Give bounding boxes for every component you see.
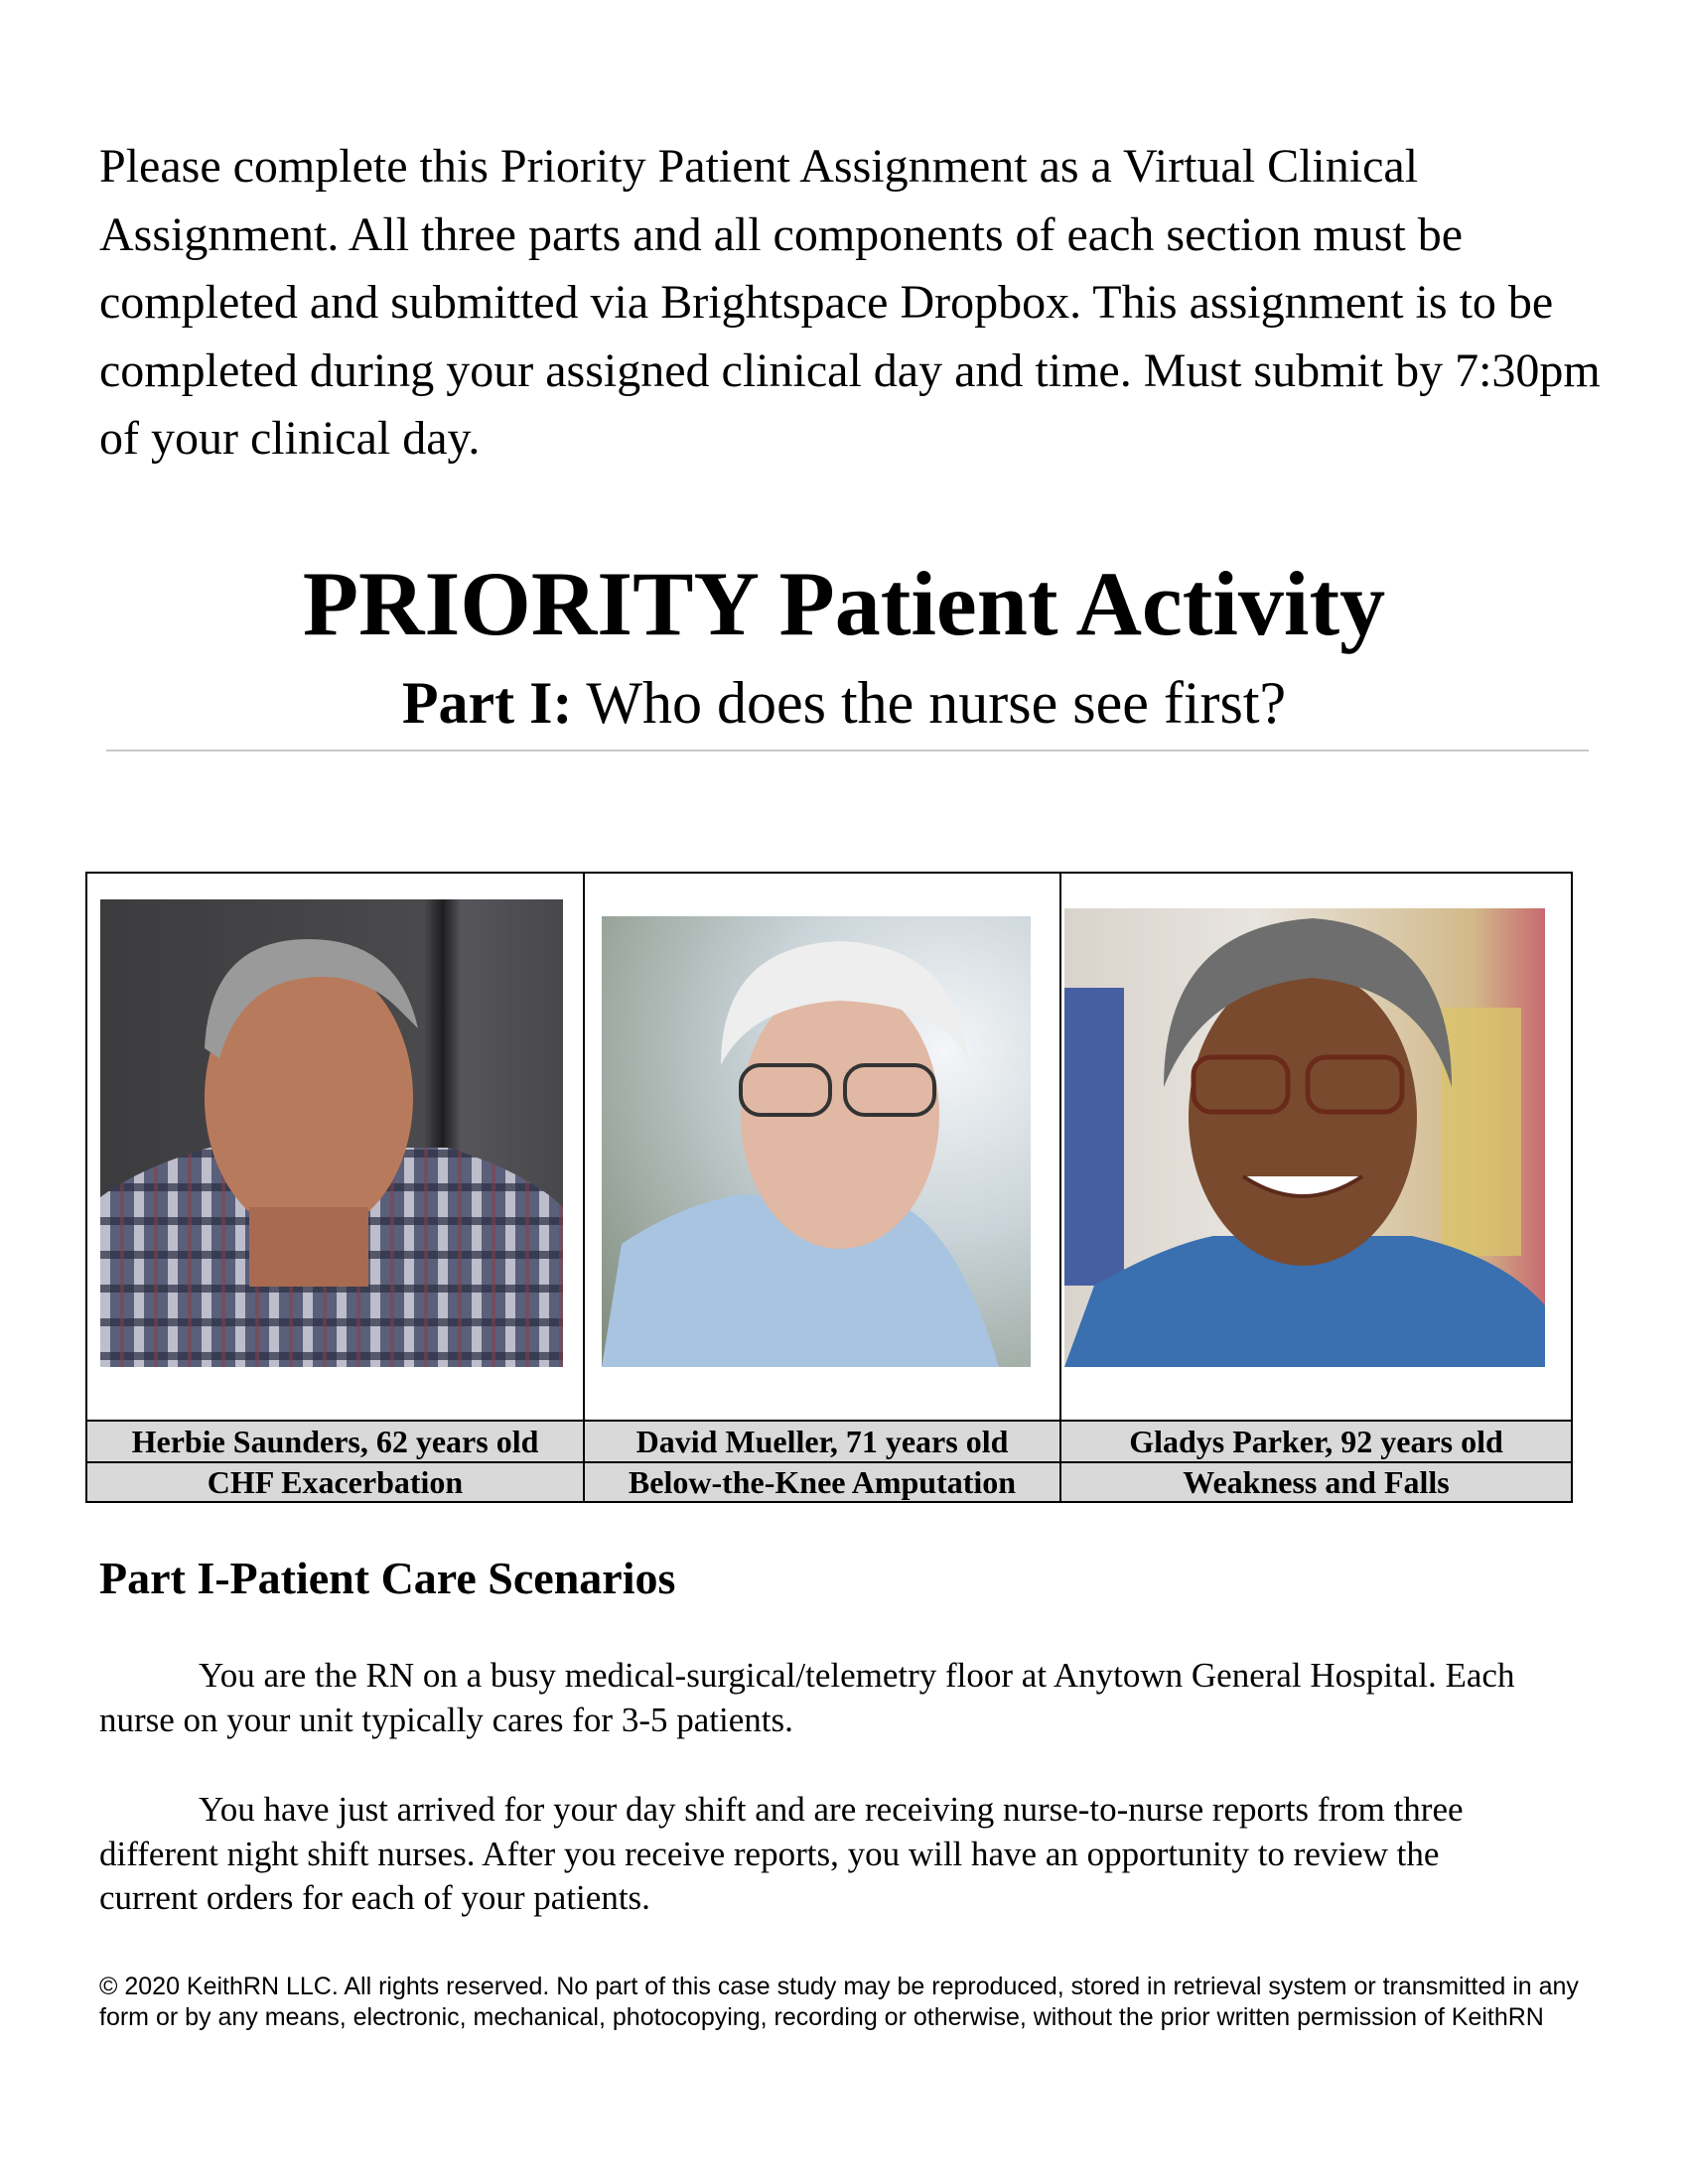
man-portrait-icon xyxy=(100,899,563,1367)
diagnosis-gladys: Weakness and Falls xyxy=(1059,1463,1571,1501)
patient-name-row xyxy=(87,1420,1571,1461)
subtitle-part-label: Part I: xyxy=(401,670,573,736)
patient-name-gladys: Gladys Parker, 92 years old xyxy=(1059,1422,1571,1461)
diagnosis-david: Below-the-Knee Amputation xyxy=(583,1463,1059,1501)
patient-photo-herbie xyxy=(100,899,563,1367)
scenario-paragraph-text: You have just arrived for your day shift and are receiving nurse-to-nurse reports from three different night shift nurses. After you receive reports, you will have an opportunity to review the current orders for each of your patients. xyxy=(99,1790,1464,1917)
patient-table xyxy=(85,872,1573,1503)
woman-portrait-icon xyxy=(1064,908,1545,1367)
scenario-paragraph-text: You are the RN on a busy medical-surgical/telemetry floor at Anytown General Hospital. Each nurse on your unit typically cares for 3-5 patients. xyxy=(99,1656,1515,1739)
column-divider xyxy=(1059,874,1061,1501)
diagnosis-herbie: CHF Exacerbation xyxy=(207,1463,464,1500)
patient-photo-gladys xyxy=(1064,908,1545,1367)
patient-name-herbie: Herbie Saunders, 62 years old xyxy=(131,1423,539,1459)
patient-diagnosis-row xyxy=(87,1461,1571,1501)
scenario-paragraph xyxy=(99,1788,1529,1921)
patient-name-david: David Mueller, 71 years old xyxy=(583,1422,1059,1461)
patient-photo-david xyxy=(602,916,1031,1367)
scenario-paragraph xyxy=(99,1654,1529,1742)
copyright-footer: © 2020 KeithRN LLC. All rights reserved. No part of this case study may be reproduced, stored in retrieval system or transmitted in any form or by any means, electronic, mechanical, photocopying, recording or otherwise, without the prior written permission of KeithRN xyxy=(99,1973,1579,2031)
man-portrait-icon xyxy=(602,916,1031,1367)
subtitle-question: Who does the nurse see first? xyxy=(572,670,1287,736)
column-divider xyxy=(583,874,585,1501)
section-heading: Part I-Patient Care Scenarios xyxy=(99,1553,676,1603)
page-subtitle xyxy=(0,667,1688,739)
intro-instructions: Please complete this Priority Patient Assignment as a Virtual Clinical Assignment. All three parts and all components of each section must be completed and submitted via Brightspace Dropbox. This assignment is to be completed during your assigned clinical day and time. Must submit by 7:30pm of your clinical day. xyxy=(99,140,1601,465)
page-title: PRIORITY Patient Activity xyxy=(302,553,1386,654)
horizontal-divider xyxy=(106,750,1589,751)
